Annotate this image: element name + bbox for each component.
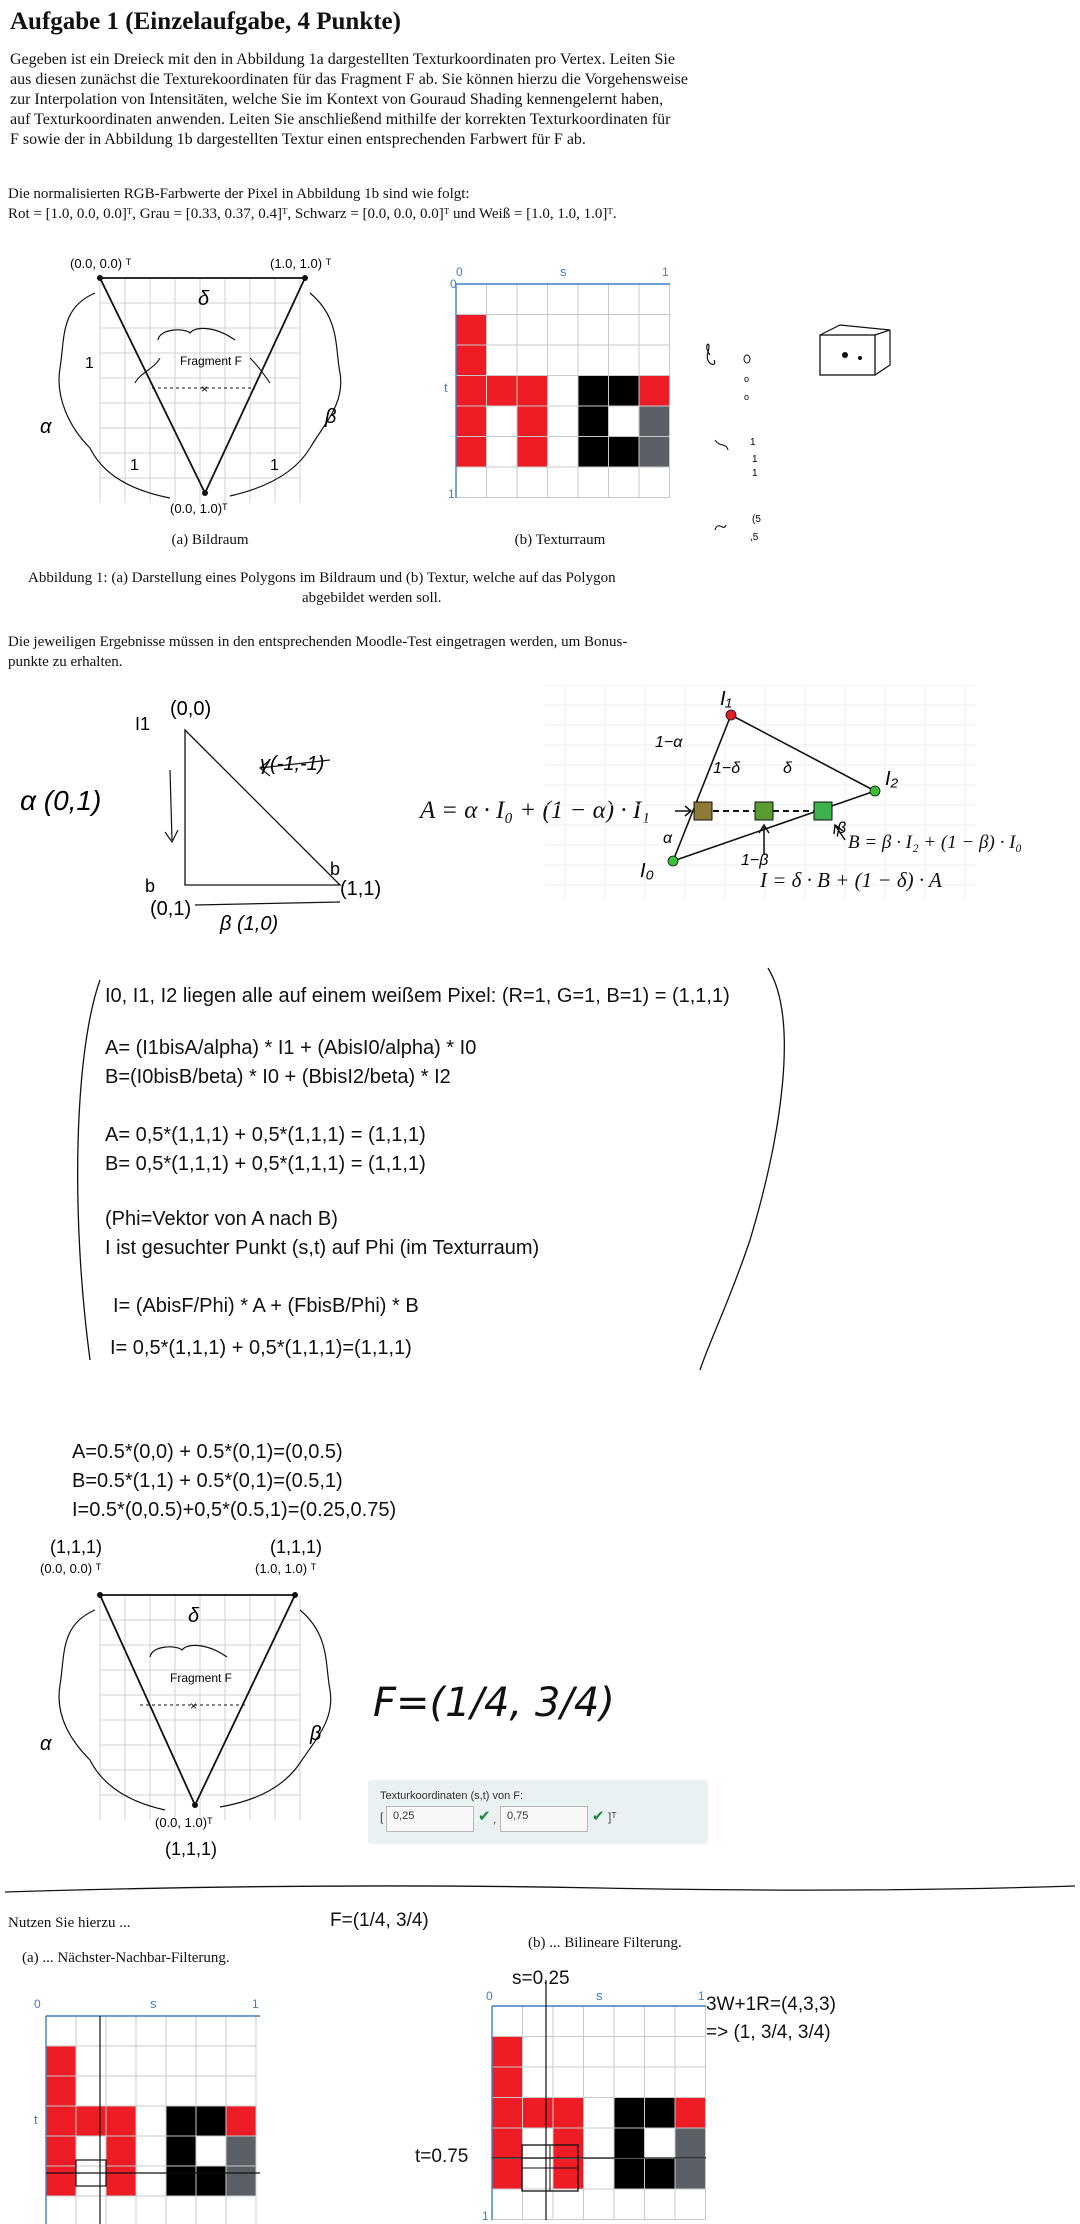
texture-pixel [136, 2136, 166, 2166]
texture-pixel [46, 2136, 76, 2166]
texture-pixel [578, 406, 609, 437]
texture-pixel [645, 2098, 676, 2129]
texture-pixel [487, 315, 518, 346]
interp-i0: I₀ [640, 860, 654, 882]
hw-brace-left [59, 293, 170, 498]
texture-grid [46, 2016, 256, 2224]
axis-s-label: s [560, 264, 567, 279]
svg-text:,5: ,5 [750, 532, 759, 543]
texture-pixel [645, 2189, 676, 2220]
t-note: t=0.75 [415, 2146, 469, 2167]
task-paragraph-line: Gegeben ist ein Dreieck mit den in Abbildung 1a dargestellten Texturkoordinaten pro Vertex. Leiten Sie [10, 51, 675, 68]
texture-pixel [487, 406, 518, 437]
interp-delta: δ [783, 760, 792, 777]
texture-pixel [645, 2067, 676, 2098]
texture-pixel [584, 2006, 615, 2037]
vertex-point [302, 275, 308, 281]
texture-pixel [196, 2046, 226, 2076]
texture-pixel [639, 315, 670, 346]
vertex-point [97, 275, 103, 281]
texture-pixel [645, 2159, 676, 2190]
texture-pixel [548, 315, 579, 346]
texture-pixel [553, 2189, 584, 2220]
texture-pixel [456, 284, 487, 315]
texture-pixel [584, 2128, 615, 2159]
hw-alpha: α [40, 1733, 52, 1755]
texture-grid [492, 2006, 706, 2220]
texture-pixel [639, 437, 670, 468]
texture-pixel [46, 2196, 76, 2224]
texture-pixel [166, 2166, 196, 2196]
texture-pixel [675, 2159, 706, 2190]
texture-pixel [136, 2016, 166, 2046]
texture-pixel [578, 437, 609, 468]
texture-pixel [456, 376, 487, 407]
bottom-f-note: F=(1/4, 3/4) [330, 1910, 429, 1931]
texture-pixel [553, 2128, 584, 2159]
rgb-values: Rot = [1.0, 0.0, 0.0]ᵀ, Grau = [0.33, 0.37, 0.4]ᵀ, Schwarz = [0.0, 0.0, 0.0]ᵀ und Weiß = [1.0, 1.0, 1.0]ᵀ. [8, 206, 617, 222]
texture-pixel [517, 284, 548, 315]
formula-b: B = β · I₂ + (1 − β) · I₀ [848, 832, 1023, 853]
texture-pixel [136, 2046, 166, 2076]
tick-1: 1 [698, 1989, 705, 2003]
note-line: A= 0,5*(1,1,1) + 0,5*(1,1,1) = (1,1,1) [105, 1124, 426, 1146]
texture-pixel [492, 2159, 523, 2190]
texture-pixel [76, 2166, 106, 2196]
hw-scribbles [690, 300, 940, 550]
svg-text:o: o [744, 374, 750, 384]
texture-pixel [492, 2098, 523, 2129]
texture-pixel [196, 2196, 226, 2224]
vertex-label-bottom: (0.0, 1.0)ᵀ [155, 1815, 213, 1830]
hw-p00: (0,0) [170, 698, 212, 720]
tick-0: 0 [456, 265, 463, 279]
texture-pixel [196, 2076, 226, 2106]
texture-pixel [517, 406, 548, 437]
vertex-label-top-right: (1.0, 1.0) ᵀ [270, 256, 332, 271]
task-paragraph-line: auf Texturkoordinaten anwenden. Leiten Sie anschließend mithilfe der korrekten Texturkoordinaten für [10, 111, 671, 128]
texture-pixel [456, 437, 487, 468]
note-line: B=(I0bisB/beta) * I0 + (BbisI2/beta) * I2 [105, 1066, 451, 1088]
hw-beta: β [310, 1723, 322, 1745]
texture-pixel [487, 467, 518, 498]
texture-pixel [553, 2159, 584, 2190]
svg-text:1: 1 [750, 437, 756, 448]
hw-white-top-left: (1,1,1) [50, 1537, 103, 1557]
note-line: I0, I1, I2 liegen alle auf einem weißem Pixel: (R=1, G=1, B=1) = (1,1,1) [105, 985, 730, 1007]
hw-p11: (1,1) [340, 878, 382, 900]
texture-pixel [226, 2106, 256, 2136]
texture-pixel [166, 2106, 196, 2136]
task-paragraph-line: zur Interpolation von Intensitäten, welche Sie im Kontext von Gouraud Shading kennengelernt haben, [10, 91, 664, 108]
texture-pixel [639, 345, 670, 376]
note-line: I ist gesuchter Punkt (s,t) auf Phi (im Texturraum) [105, 1237, 540, 1259]
texture-pixel [76, 2196, 106, 2224]
bottom-intro: Nutzen Sie hierzu ... [8, 1915, 131, 1931]
tick-0: 0 [450, 277, 457, 291]
hw-gamma-label: γ(-1,-1) [260, 753, 325, 775]
bracket-close: ]ᵀ [608, 1810, 617, 1824]
texture-pixel [226, 2166, 256, 2196]
vertex-point [202, 490, 208, 496]
tick-0: 0 [486, 1989, 493, 2003]
svg-text:o: o [744, 392, 750, 402]
texture-pixel [553, 2098, 584, 2129]
texture-pixel [675, 2006, 706, 2037]
texture-pixel [645, 2037, 676, 2068]
figure-bildraum [40, 248, 370, 548]
task-paragraph-line: aus diesen zunächst die Texturekoordinaten für das Fragment F ab. Sie können hierzu die Vorgehensweise [10, 71, 688, 88]
texture-pixel [136, 2196, 166, 2224]
mix-line2: => (1, 3/4, 3/4) [706, 2022, 831, 2043]
texture-pixel [614, 2067, 645, 2098]
texture-pixel [196, 2016, 226, 2046]
texture-pixel [523, 2006, 554, 2037]
texture-pixel [609, 345, 640, 376]
texture-pixel [645, 2128, 676, 2159]
texture-nearest-neighbor [30, 1990, 270, 2224]
texture-pixel [136, 2166, 166, 2196]
tick-1: 1 [252, 1997, 259, 2011]
note-line: (Phi=Vektor von A nach B) [105, 1208, 338, 1230]
axis-t-label: t [34, 2112, 38, 2127]
fragment-label: Fragment F [170, 1671, 233, 1685]
calc-line: I=0.5*(0,0.5)+0,5*(0.5,1)=(0.25,0.75) [72, 1499, 397, 1521]
texture-pixel [226, 2046, 256, 2076]
texture-pixel [578, 315, 609, 346]
texture-pixel [46, 2106, 76, 2136]
texture-pixel [136, 2106, 166, 2136]
texture-pixel [106, 2136, 136, 2166]
texture-pixel [548, 376, 579, 407]
texture-pixel [639, 376, 670, 407]
check-icon: ✔ [592, 1808, 605, 1825]
texture-pixel [614, 2037, 645, 2068]
texture-pixel [492, 2189, 523, 2220]
mix-line1: 3W+1R=(4,3,3) [706, 1994, 836, 2015]
texture-pixel [614, 2098, 645, 2129]
fragment-label: Fragment F [180, 354, 243, 368]
formula-i: I = δ · B + (1 − δ) · A [760, 868, 942, 892]
note-line: A= (I1bisA/alpha) * I1 + (AbisI0/alpha) * I0 [105, 1037, 477, 1059]
moodle-hint-line1: Die jeweiligen Ergebnisse müssen in den entsprechenden Moodle-Test eingetragen werden, um Bonus- [8, 634, 628, 650]
texture-pixel [578, 345, 609, 376]
texture-pixel [614, 2159, 645, 2190]
svg-text:1: 1 [752, 454, 758, 465]
s-note: s=0.25 [512, 1968, 570, 1989]
texture-pixel [226, 2136, 256, 2166]
texture-pixel [46, 2016, 76, 2046]
interp-alpha: α [663, 830, 673, 847]
texture-pixel [76, 2076, 106, 2106]
vertex-label-bottom: (0.0, 1.0)ᵀ [170, 501, 228, 516]
texture-pixel [487, 345, 518, 376]
hw-p01: (0,1) [150, 898, 192, 920]
check-icon: ✔ [478, 1808, 491, 1825]
texture-pixel [517, 467, 548, 498]
svg-text:(5: (5 [752, 514, 761, 525]
texture-pixel [523, 2189, 554, 2220]
texture-pixel [639, 284, 670, 315]
texture-pixel [517, 315, 548, 346]
texture-pixel [487, 284, 518, 315]
note-line: B= 0,5*(1,1,1) + 0,5*(1,1,1) = (1,1,1) [105, 1153, 426, 1175]
comma: , [493, 1812, 497, 1826]
hw-delta: δ [188, 1605, 200, 1627]
axis-s-label: s [596, 1988, 603, 2003]
texture-pixel [675, 2098, 706, 2129]
hw-white-bottom: (1,1,1) [165, 1839, 218, 1859]
texture-pixel [675, 2189, 706, 2220]
texture-pixel [106, 2076, 136, 2106]
texture-pixel [46, 2076, 76, 2106]
hw-b-small: b [330, 859, 341, 879]
rgb-intro: Die normalisierten RGB-Farbwerte der Pixel in Abbildung 1b sind wie folgt: [8, 186, 470, 202]
note-line: I= 0,5*(1,1,1) + 0,5*(1,1,1)=(1,1,1) [110, 1337, 412, 1359]
texture-pixel [492, 2128, 523, 2159]
texture-pixel [523, 2159, 554, 2190]
texture-pixel [166, 2076, 196, 2106]
texture-pixel [523, 2128, 554, 2159]
hw-beta-label: β (1,0) [220, 913, 279, 935]
texture-pixel [492, 2067, 523, 2098]
hw-one: 1 [85, 355, 94, 372]
svg-text:1: 1 [752, 468, 758, 479]
texture-pixel [106, 2196, 136, 2224]
texture-pixel [226, 2016, 256, 2046]
calc-line: A=0.5*(0,0) + 0.5*(0,1)=(0,0.5) [72, 1441, 343, 1463]
texture-pixel [614, 2128, 645, 2159]
texture-pixel [553, 2067, 584, 2098]
moodle-hint-line2: punkte zu erhalten. [8, 654, 123, 670]
moodle-label: Texturkoordinaten (s,t) von F: [380, 1790, 524, 1802]
filter-b-label: (b) ... Bilineare Filterung. [528, 1935, 682, 1951]
interp-i2: I₂ [885, 768, 899, 790]
texture-pixel [584, 2159, 615, 2190]
texture-pixel [578, 467, 609, 498]
texture-pixel [548, 406, 579, 437]
formula-a: A = α · I₀ + (1 − α) · I₁ [420, 797, 650, 824]
hw-one: 1 [270, 457, 279, 474]
axis-t-label: t [444, 380, 448, 395]
texture-pixel [639, 406, 670, 437]
texture-pixel [548, 345, 579, 376]
texture-pixel [517, 376, 548, 407]
hw-beta: β [325, 406, 337, 428]
texture-pixel [487, 376, 518, 407]
texture-pixel [639, 467, 670, 498]
calc-line: B=0.5*(1,1) + 0.5*(0,1)=(0.5,1) [72, 1470, 343, 1492]
texture-bilinear [476, 1980, 716, 2224]
texture-pixel [609, 467, 640, 498]
texture-pixel [76, 2046, 106, 2076]
texture-pixel [548, 284, 579, 315]
texture-pixel [106, 2016, 136, 2046]
texture-pixel [166, 2136, 196, 2166]
caption-texturraum: (b) Texturraum [514, 532, 606, 548]
fragment-marker: × [201, 382, 209, 396]
hw-i1: I1 [135, 714, 151, 734]
texture-pixel [76, 2106, 106, 2136]
texture-pixel [517, 345, 548, 376]
texture-pixel [614, 2189, 645, 2220]
texture-pixel [675, 2067, 706, 2098]
texture-pixel [226, 2076, 256, 2106]
s-coordinate-input[interactable]: 0,25 [386, 1806, 474, 1832]
hw-white-top-right: (1,1,1) [270, 1537, 323, 1557]
texture-pixel [456, 406, 487, 437]
texture-pixel [553, 2037, 584, 2068]
texture-pixel [46, 2166, 76, 2196]
f-result: F=(1/4, 3/4) [373, 1680, 615, 1726]
tick-1: 1 [662, 265, 669, 279]
interp-one-minus-delta: 1−δ [713, 760, 741, 777]
texture-pixel [578, 376, 609, 407]
texture-pixel [492, 2037, 523, 2068]
caption-bildraum: (a) Bildraum [171, 532, 249, 548]
texture-pixel [517, 437, 548, 468]
texture-pixel [456, 467, 487, 498]
texture-pixel [523, 2098, 554, 2129]
figure-bildraum-annotated [40, 1535, 370, 1870]
texture-pixel [584, 2067, 615, 2098]
moodle-answer-panel [368, 1780, 708, 1844]
vertex-label-top-left: (0.0, 0.0) ᵀ [40, 1561, 102, 1576]
svg-text:×: × [190, 1699, 198, 1713]
texture-pixel [553, 2006, 584, 2037]
texture-pixel [609, 376, 640, 407]
texture-grid [456, 284, 670, 498]
task-title: Aufgabe 1 (Einzelaufgabe, 4 Punkte) [10, 8, 401, 35]
interp-i1: I₁ [720, 688, 732, 710]
vertex-label-top-left: (0.0, 0.0) ᵀ [70, 256, 132, 271]
tick-1: 1 [448, 487, 455, 501]
texture-pixel [196, 2166, 226, 2196]
texture-pixel [523, 2037, 554, 2068]
texture-pixel [584, 2189, 615, 2220]
texture-pixel [196, 2136, 226, 2166]
texture-pixel [584, 2098, 615, 2129]
hw-separator [0, 1880, 1080, 1900]
texture-pixel [609, 284, 640, 315]
texture-pixel [492, 2006, 523, 2037]
hw-alpha: α [40, 416, 52, 438]
tick-1: 1 [482, 2209, 489, 2223]
texture-pixel [548, 467, 579, 498]
texture-pixel [675, 2128, 706, 2159]
texture-pixel [548, 437, 579, 468]
texture-pixel [614, 2006, 645, 2037]
texture-pixel [523, 2067, 554, 2098]
texture-pixel [645, 2006, 676, 2037]
vertex-label-top-right: (1.0, 1.0) ᵀ [255, 1561, 317, 1576]
interp-one-minus-beta: 1−β [741, 852, 769, 869]
texture-pixel [106, 2106, 136, 2136]
tick-0: 0 [34, 1997, 41, 2011]
axis-s-label: s [150, 1996, 157, 2011]
interp-beta: β [837, 820, 847, 837]
texture-pixel [609, 437, 640, 468]
hw-triangle-diagram [20, 690, 440, 940]
texture-pixel [136, 2076, 166, 2106]
texture-pixel [46, 2046, 76, 2076]
task-paragraph [10, 50, 766, 150]
texture-pixel [456, 315, 487, 346]
texture-pixel [456, 345, 487, 376]
interp-one-minus-alpha: 1−α [655, 734, 683, 751]
texture-pixel [106, 2046, 136, 2076]
texture-pixel [609, 406, 640, 437]
texture-pixel [578, 284, 609, 315]
hw-one: 1 [130, 457, 139, 474]
hw-b: b [145, 876, 156, 896]
figure-texturraum [440, 258, 680, 503]
note-line: I= (AbisF/Phi) * A + (FbisB/Phi) * B [113, 1295, 419, 1317]
texture-pixel [76, 2016, 106, 2046]
texture-pixel [76, 2136, 106, 2166]
filter-a-label: (a) ... Nächster-Nachbar-Filterung. [22, 1950, 230, 1966]
texture-pixel [584, 2037, 615, 2068]
texture-pixel [675, 2037, 706, 2068]
texture-pixel [166, 2196, 196, 2224]
texture-pixel [196, 2106, 226, 2136]
texture-pixel [106, 2166, 136, 2196]
hw-delta: δ [198, 288, 210, 310]
task-paragraph-line: F sowie der in Abbildung 1b dargestellten Textur einen entsprechenden Farbwert für F ab. [10, 131, 586, 148]
texture-pixel [226, 2196, 256, 2224]
t-coordinate-input[interactable]: 0,75 [500, 1806, 588, 1832]
bracket-open: [ [380, 1810, 384, 1824]
texture-pixel [609, 315, 640, 346]
texture-pixel [166, 2046, 196, 2076]
texture-pixel [166, 2016, 196, 2046]
hw-brace-right [230, 293, 341, 496]
texture-pixel [487, 437, 518, 468]
figure-caption-line1: Abbildung 1: (a) Darstellung eines Polygons im Bildraum und (b) Textur, welche auf das Polygon [28, 570, 616, 586]
figure-caption-line2: abgebildet werden soll. [302, 590, 442, 606]
hw-alpha-label: α (0,1) [20, 785, 102, 816]
